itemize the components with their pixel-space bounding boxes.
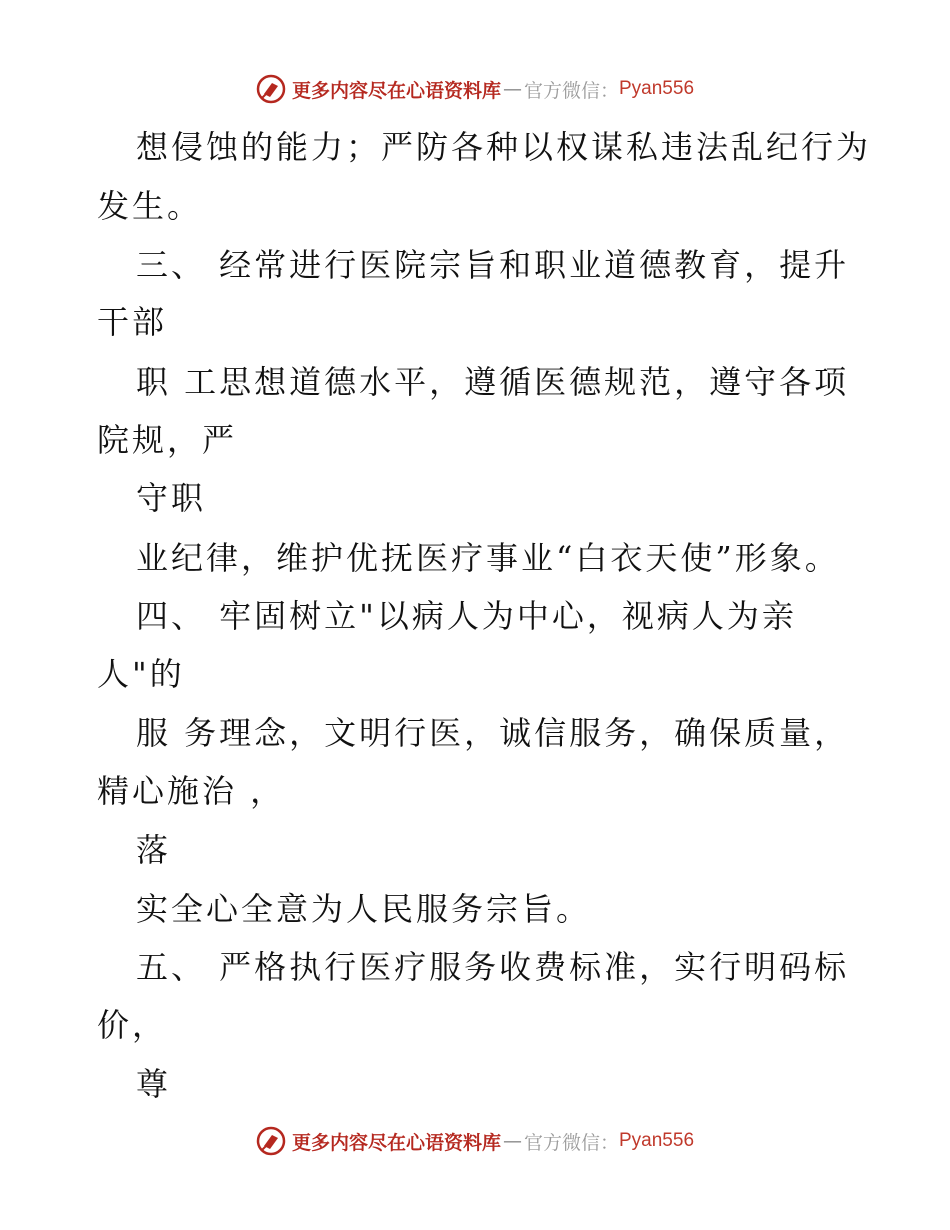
text-line-12: 精心施治 ， [97, 772, 286, 810]
text-line-17: 尊 [136, 1065, 172, 1103]
brand-logo-icon [256, 74, 286, 104]
footer-wechat-id: Pyan556 [619, 1130, 695, 1151]
header-brand-text: 更多内容尽在心语资料库 [291, 79, 501, 102]
header-wechat-label: 官方微信： [523, 79, 619, 102]
text-line-7: 守职 [136, 479, 207, 517]
text-line-6: 院规，严 [97, 421, 238, 459]
footer-brand-text: 更多内容尽在心语资料库 [291, 1131, 501, 1154]
text-line-15: 五、 严格执行医疗服务收费标准，实行明码标 [136, 948, 850, 986]
header-dash: — [502, 78, 522, 100]
text-line-10: 人"的 [97, 655, 185, 693]
text-line-9: 四、 牢固树立"以病人为中心，视病人为亲 [136, 597, 797, 635]
text-line-13: 落 [136, 831, 172, 869]
footer-dash: — [502, 1130, 522, 1152]
footer-banner [0, 1124, 950, 1158]
brand-logo-icon [256, 1126, 286, 1156]
text-line-1: 想侵蚀的能力；严防各种以权谋私违法乱纪行为 [136, 128, 872, 166]
header-banner [0, 72, 950, 106]
text-line-14: 实全心全意为人民服务宗旨。 [136, 890, 592, 928]
text-line-5: 职 工思想道德水平，遵循医德规范，遵守各项 [136, 363, 850, 401]
text-line-2: 发生。 [97, 187, 203, 225]
footer-wechat-label: 官方微信： [523, 1131, 619, 1154]
header-wechat-id: Pyan556 [619, 78, 695, 99]
text-line-8: 业纪律，维护优抚医疗事业“白衣天使”形象。 [136, 539, 840, 577]
text-line-16: 价， [97, 1006, 168, 1044]
text-line-11: 服 务理念，文明行医，诚信服务，确保质量， [136, 714, 850, 752]
text-line-4: 干部 [97, 303, 168, 341]
text-line-3: 三、 经常进行医院宗旨和职业道德教育，提升 [136, 246, 850, 284]
